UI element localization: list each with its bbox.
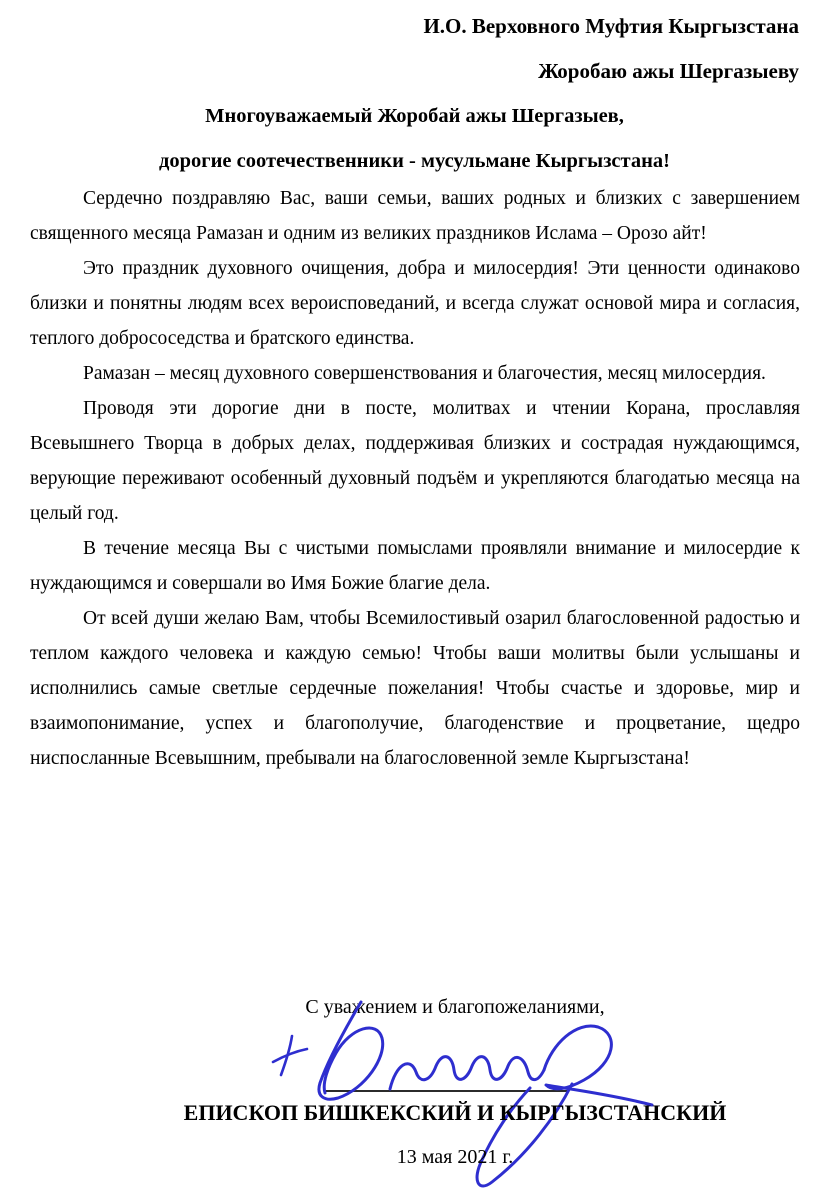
paragraph-2: Это праздник духовного очищения, добра и милосердия! Эти ценности одинаково близки и понятны людям всех вероисповеданий, и всегда служат основой мира и согласия, теплого добрососедства и братского единства. bbox=[30, 258, 800, 349]
paragraph-6: От всей души желаю Вам, чтобы Всемилостивый озарил благословенной радостью и теплом каждого человека и каждую семью! Чтобы ваши молитвы были услышаны и исполнились самые светлые сердечные пожелания! Чтобы счастье и здоровье, мир и взаимопонимание, успех и благополучие, благоденствие и процветание, щедро ниспосланные Всевышним, пребывали на благословенной земле Кыргызстана! bbox=[30, 608, 800, 769]
signature-line bbox=[326, 1090, 567, 1092]
valediction: С уважением и благопожеланиями, bbox=[305, 996, 605, 1018]
paragraph-3: Рамазан – месяц духовного совершенствования и благочестия, месяц милосердия. bbox=[83, 363, 766, 384]
recipient-line-1: И.О. Верховного Муфтия Кыргызстана bbox=[423, 14, 799, 38]
letter-date: 13 мая 2021 г. bbox=[396, 1146, 514, 1168]
salutation-line-2: дорогие соотечественники - мусульмане Кыргызстана! bbox=[159, 150, 670, 172]
recipient-line-2: Жоробаю ажы Шергазыеву bbox=[538, 59, 799, 83]
letter-body bbox=[30, 181, 800, 776]
paragraph-4: Проводя эти дорогие дни в посте, молитвах и чтении Корана, прославляя Всевышнего Творца в добрых делах, поддерживая близких и сострадая нуждающимся, верующие переживают особенный духовный подъём и укрепляются благодатью месяца на целый год. bbox=[30, 398, 800, 524]
paragraph-5: В течение месяца Вы с чистыми помыслами проявляли внимание и милосердие к нуждающимся и совершали во Имя Божие благие дела. bbox=[30, 538, 800, 594]
paragraph-1: Сердечно поздравляю Вас, ваши семьи, ваших родных и близких с завершением священного месяца Рамазан и одним из великих праздников Ислама – Орозо айт! bbox=[30, 188, 800, 244]
signer-title: ЕПИСКОП БИШКЕКСКИЙ И КЫРГЫЗСТАНСКИЙ bbox=[183, 1100, 727, 1125]
signature-cross-icon bbox=[281, 1036, 292, 1075]
salutation bbox=[0, 94, 829, 184]
letter-head bbox=[30, 4, 799, 94]
salutation-line-1: Многоуважаемый Жоробай ажы Шергазыев, bbox=[205, 105, 624, 127]
